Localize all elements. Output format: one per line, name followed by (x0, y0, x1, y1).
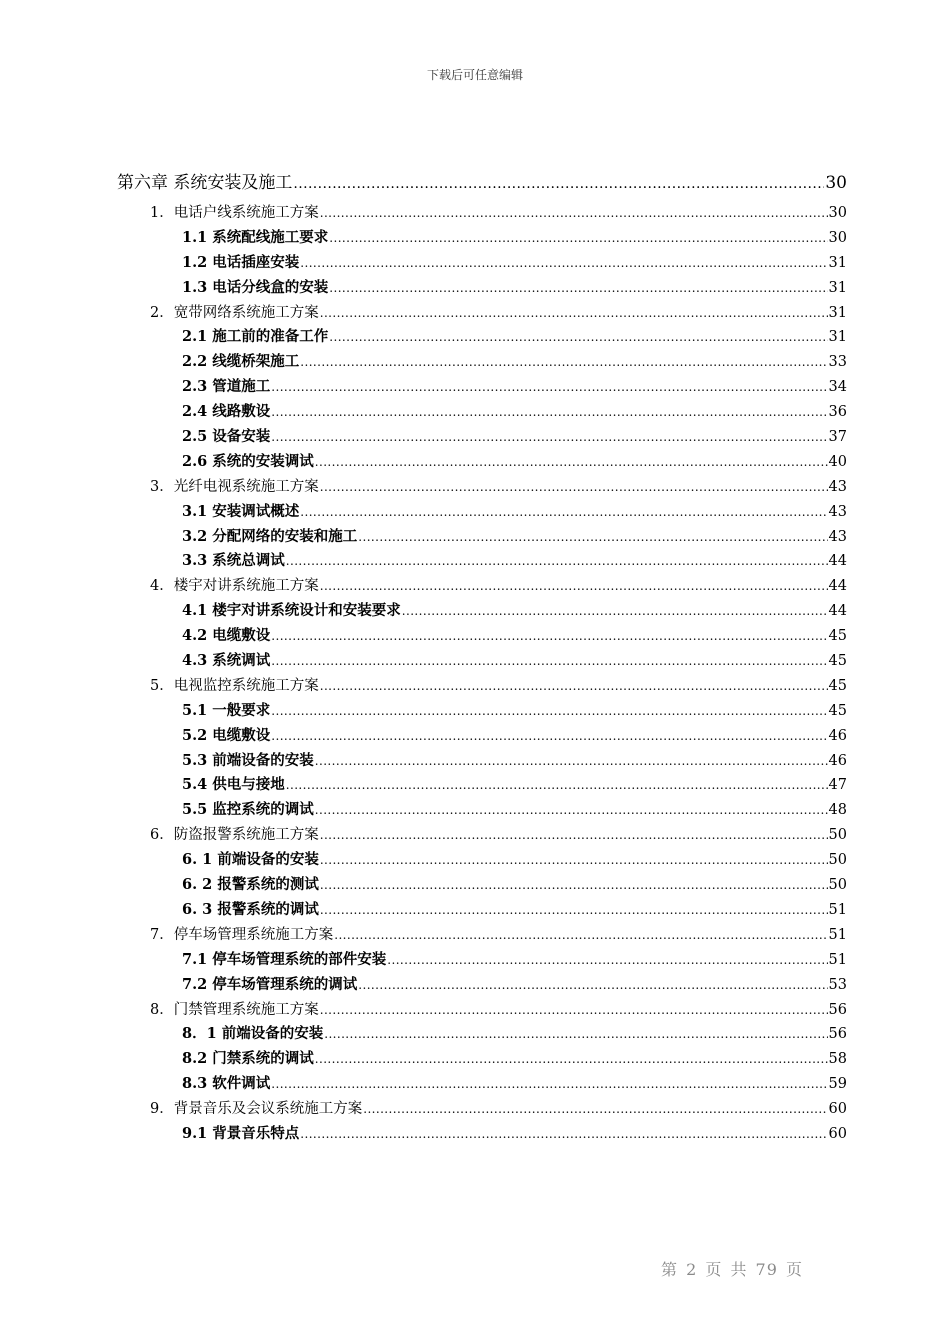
toc-entry-label: 6. 2 报警系统的测试 (182, 876, 319, 894)
toc-entry-page: 44 (828, 553, 847, 570)
toc-entry-label: 1.2 电话插座安装 (182, 253, 300, 271)
toc-entry-label: 3．光纤电视系统施工方案 (150, 478, 319, 495)
toc-subsection-entry[interactable] (117, 276, 847, 301)
toc-subsection-entry[interactable] (117, 649, 847, 674)
toc-leader-dots (271, 379, 827, 395)
toc-entry-page: 30 (828, 205, 847, 221)
toc-entry-page: 44 (828, 603, 847, 620)
toc-section-entry[interactable] (117, 1097, 847, 1122)
toc-section-entry[interactable] (117, 923, 847, 948)
toc-subsection-entry[interactable] (117, 749, 847, 774)
table-of-contents (117, 168, 847, 1147)
toc-leader-dots (320, 578, 828, 594)
toc-entry-page: 51 (828, 926, 847, 943)
toc-entry-page: 46 (828, 752, 847, 769)
toc-entry-page: 37 (828, 429, 847, 446)
toc-leader-dots (300, 504, 827, 520)
toc-entry-page: 58 (828, 1051, 847, 1068)
toc-entry-label: 5．电视监控系统施工方案 (150, 677, 319, 694)
toc-leader-dots (315, 1051, 828, 1067)
toc-section-entry[interactable] (117, 301, 847, 326)
toc-entry-page: 44 (828, 578, 847, 595)
toc-entry-page: 59 (828, 1076, 847, 1093)
toc-entry-label: 9．背景音乐及会议系统施工方案 (150, 1101, 363, 1118)
toc-leader-dots (300, 354, 827, 370)
toc-leader-dots (358, 529, 827, 545)
toc-leader-dots (271, 1076, 827, 1092)
toc-entry-label: 7.2 停车场管理系统的调试 (182, 975, 358, 993)
toc-leader-dots (329, 280, 827, 296)
toc-leader-dots (320, 1002, 828, 1018)
toc-section-entry[interactable] (117, 201, 847, 226)
toc-entry-label: 9.1 背景音乐特点 (182, 1124, 300, 1142)
toc-entry-label: 2.2 线缆桥架施工 (182, 353, 300, 371)
toc-entry-label: 1．电话户线系统施工方案 (150, 205, 319, 221)
toc-leader-dots (363, 1101, 827, 1117)
toc-entry-label: 4.2 电缆敷设 (182, 627, 271, 645)
toc-subsection-entry[interactable] (117, 848, 847, 873)
toc-subsection-entry[interactable] (117, 226, 847, 251)
toc-entry-page: 31 (828, 329, 847, 346)
toc-entry-page: 50 (828, 827, 847, 844)
toc-leader-dots (320, 479, 828, 495)
toc-leader-dots (315, 454, 828, 470)
toc-entry-label: 3.3 系统总调试 (182, 552, 285, 570)
toc-leader-dots (271, 728, 827, 744)
toc-entry-label: 7．停车场管理系统施工方案 (150, 926, 334, 943)
toc-leader-dots (387, 952, 827, 968)
toc-entry-label: 4.3 系统调试 (182, 652, 271, 670)
toc-entry-label: 1.3 电话分线盒的安装 (182, 278, 329, 296)
toc-entry-page: 43 (828, 528, 847, 545)
toc-leader-dots (320, 902, 828, 918)
toc-leader-dots (315, 753, 828, 769)
toc-section-entry[interactable] (117, 475, 847, 500)
page-number-footer: 第 2 页 共 79 页 (661, 1260, 803, 1279)
toc-leader-dots (358, 977, 827, 993)
toc-leader-dots (320, 305, 828, 321)
toc-subsection-entry[interactable] (117, 898, 847, 923)
toc-subsection-entry[interactable] (117, 798, 847, 823)
toc-leader-dots (324, 1026, 827, 1042)
toc-subsection-entry[interactable] (117, 624, 847, 649)
toc-entry-label: 5.5 监控系统的调试 (182, 801, 314, 819)
toc-entry-page: 51 (828, 951, 847, 968)
toc-entry-label: 2.6 系统的安装调试 (182, 452, 314, 470)
toc-subsection-entry[interactable] (117, 450, 847, 475)
toc-entry-page: 60 (828, 1101, 847, 1118)
toc-entry-page: 43 (828, 478, 847, 495)
toc-leader-dots (271, 429, 827, 445)
toc-entry-label: 4.1 楼宇对讲系统设计和安装要求 (182, 602, 401, 620)
toc-leader-dots (329, 230, 827, 246)
toc-entry-page: 43 (828, 503, 847, 520)
toc-entry-label: 7.1 停车场管理系统的部件安装 (182, 950, 387, 968)
toc-leader-dots (271, 703, 827, 719)
toc-entry-label: 2.4 线路敷设 (182, 403, 271, 421)
toc-entry-label: 8.3 软件调试 (182, 1075, 271, 1093)
toc-subsection-entry[interactable] (117, 325, 847, 350)
toc-section-entry[interactable] (117, 823, 847, 848)
toc-entry-label: 6. 3 报警系统的调试 (182, 900, 319, 918)
toc-subsection-entry[interactable] (117, 500, 847, 525)
toc-leader-dots (320, 877, 828, 893)
toc-entry-label: 8．1 前端设备的安装 (182, 1025, 324, 1043)
toc-entry-label: 5.1 一般要求 (182, 701, 271, 719)
toc-subsection-entry[interactable] (117, 400, 847, 425)
toc-subsection-entry[interactable] (117, 1122, 847, 1147)
toc-entry-page: 50 (828, 852, 847, 869)
toc-subsection-entry[interactable] (117, 1022, 847, 1047)
toc-entry-label: 8．门禁管理系统施工方案 (150, 1001, 319, 1018)
toc-subsection-entry[interactable] (117, 873, 847, 898)
toc-chapter-page: 30 (825, 173, 847, 193)
toc-entry-page: 56 (828, 1001, 847, 1018)
toc-entry-label: 6. 1 前端设备的安装 (182, 851, 319, 869)
toc-leader-dots (271, 404, 827, 420)
toc-entry-page: 45 (828, 702, 847, 719)
toc-subsection-entry[interactable] (117, 973, 847, 998)
header-note: 下载后可任意编辑 (426, 68, 523, 82)
toc-entry-label: 1.1 系统配线施工要求 (182, 228, 329, 246)
toc-entry-page: 30 (828, 229, 847, 246)
toc-subsection-entry[interactable] (117, 375, 847, 400)
toc-entry-label: 2.3 管道施工 (182, 378, 271, 396)
toc-entry-page: 48 (828, 802, 847, 819)
toc-subsection-entry[interactable] (117, 525, 847, 550)
toc-entry-page: 46 (828, 727, 847, 744)
toc-leader-dots (300, 255, 827, 271)
toc-subsection-entry[interactable] (117, 425, 847, 450)
toc-entry-label: 8.2 门禁系统的调试 (182, 1050, 314, 1068)
toc-leader-dots (271, 653, 827, 669)
toc-leader-dots (271, 628, 827, 644)
toc-chapter-label: 第六章 系统安装及施工 (117, 173, 293, 193)
toc-leader-dots (320, 827, 828, 843)
toc-subsection-entry[interactable] (117, 599, 847, 624)
toc-section-entry[interactable] (117, 574, 847, 599)
toc-entries (117, 201, 847, 1147)
toc-entry-page: 45 (828, 628, 847, 645)
toc-entry-label: 5.2 电缆敷设 (182, 726, 271, 744)
toc-leader-dots (286, 553, 828, 569)
toc-entry-page: 31 (828, 254, 847, 271)
toc-leader-dots (300, 1126, 827, 1142)
toc-subsection-entry[interactable] (117, 1072, 847, 1097)
toc-entry-page: 33 (828, 354, 847, 371)
toc-section-entry[interactable] (117, 998, 847, 1023)
toc-leader-dots (329, 329, 827, 345)
toc-entry-label: 6．防盗报警系统施工方案 (150, 827, 319, 844)
toc-leader-dots (293, 173, 824, 193)
toc-chapter-heading[interactable] (117, 168, 847, 196)
toc-entry-page: 36 (828, 404, 847, 421)
toc-subsection-entry[interactable] (117, 699, 847, 724)
toc-entry-page: 47 (828, 777, 847, 794)
toc-entry-label: 2．宽带网络系统施工方案 (150, 304, 319, 321)
toc-entry-page: 51 (828, 901, 847, 918)
toc-entry-page: 60 (828, 1125, 847, 1142)
toc-entry-label: 5.4 供电与接地 (182, 776, 285, 794)
toc-leader-dots (320, 678, 828, 694)
toc-subsection-entry[interactable] (117, 948, 847, 973)
toc-leader-dots (402, 603, 828, 619)
toc-leader-dots (334, 927, 827, 943)
toc-subsection-entry[interactable] (117, 724, 847, 749)
toc-entry-label: 2.5 设备安装 (182, 428, 271, 446)
toc-subsection-entry[interactable] (117, 251, 847, 276)
toc-entry-page: 40 (828, 453, 847, 470)
toc-entry-page: 45 (828, 677, 847, 694)
toc-leader-dots (286, 777, 828, 793)
toc-entry-label: 4．楼宇对讲系统施工方案 (150, 578, 319, 595)
toc-leader-dots (315, 802, 828, 818)
toc-subsection-entry[interactable] (117, 549, 847, 574)
toc-leader-dots (320, 852, 828, 868)
toc-entry-label: 2.1 施工前的准备工作 (182, 328, 329, 346)
toc-entry-page: 56 (828, 1026, 847, 1043)
toc-entry-label: 3.1 安装调试概述 (182, 502, 300, 520)
toc-entry-label: 3.2 分配网络的安装和施工 (182, 527, 358, 545)
toc-entry-page: 31 (828, 304, 847, 321)
toc-subsection-entry[interactable] (117, 773, 847, 798)
toc-subsection-entry[interactable] (117, 350, 847, 375)
toc-section-entry[interactable] (117, 674, 847, 699)
toc-subsection-entry[interactable] (117, 1047, 847, 1072)
toc-entry-page: 50 (828, 877, 847, 894)
toc-entry-page: 34 (828, 379, 847, 396)
toc-entry-page: 31 (828, 279, 847, 296)
toc-entry-label: 5.3 前端设备的安装 (182, 751, 314, 769)
toc-leader-dots (320, 205, 828, 221)
toc-entry-page: 53 (828, 976, 847, 993)
toc-entry-page: 45 (828, 653, 847, 670)
